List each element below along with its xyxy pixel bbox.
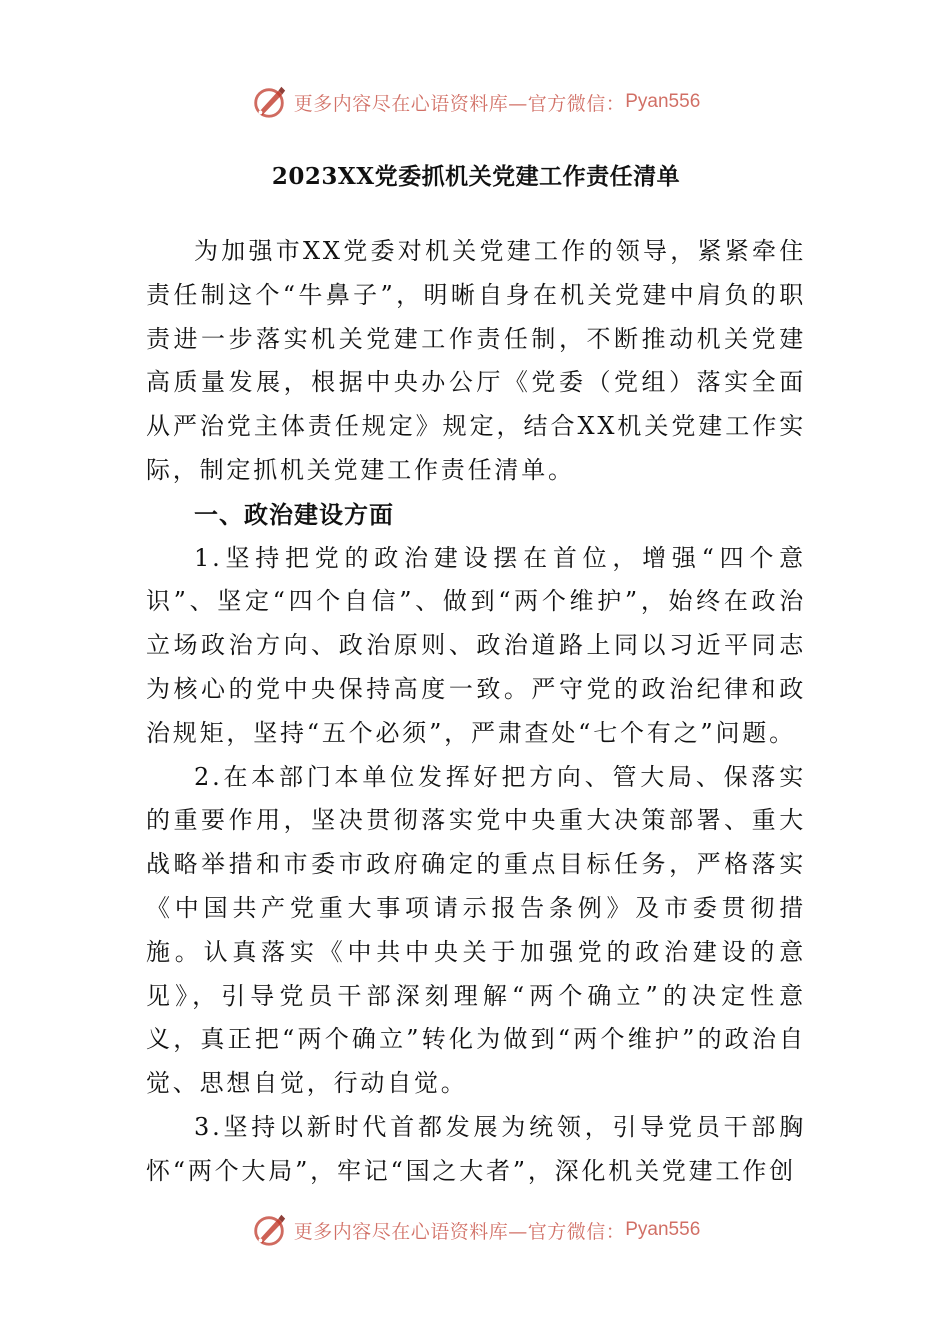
watermark-wechat-id: Pyan556 <box>625 1219 701 1240</box>
watermark-text: 更多内容尽在心语资料库—官方微信： <box>293 92 626 115</box>
pen-circle-logo-icon <box>250 1211 288 1249</box>
document-title: 2023XX党委抓机关党建工作责任清单 <box>271 163 681 190</box>
document-body <box>146 162 806 1194</box>
watermark-wechat-id: Pyan556 <box>625 91 701 112</box>
intro-paragraph: 为加强市XX党委对机关党建工作的领导，紧紧牵住责任制这个“牛鼻子”，明晰自身在机关党建中肩负的职责进一步落实机关党建工作责任制，不断推动机关党建高质量发展，根据中央办公厅《党委（党组）落实全面从严治党主体责任规定》规定，结合XX机关党建工作实际，制定抓机关党建工作责任清单。 <box>146 237 806 484</box>
watermark-text: 更多内容尽在心语资料库—官方微信： <box>293 1220 626 1243</box>
list-item-1: 1.坚持把党的政治建设摆在首位，增强“四个意识”、坚定“四个自信”、做到“两个维护”，始终在政治立场政治方向、政治原则、政治道路上同以习近平同志为核心的党中央保持高度一致。严守党的政治纪律和政治规矩，坚持“五个必须”，严肃查处“七个有之”问题。 <box>146 543 806 747</box>
list-item-3: 3.坚持以新时代首都发展为统领，引导党员干部胸怀“两个大局”，牢记“国之大者”，深化机关党建工作创 <box>146 1112 806 1185</box>
watermark-header <box>0 80 950 124</box>
list-item-2: 2.在本部门本单位发挥好把方向、管大局、保落实的重要作用，坚决贯彻落实党中央重大决策部署、重大战略举措和市委市政府确定的重点目标任务，严格落实《中国共产党重大事项请示报告条例》及市委贯彻措施。认真落实《中共中央关于加强党的政治建设的意见》，引导党员干部深刻理解“两个确立”的决定性意义，真正把“两个确立”转化为做到“两个维护”的政治自觉、思想自觉，行动自觉。 <box>146 762 806 1098</box>
section-heading-political: 一、政治建设方面 <box>194 499 394 529</box>
pen-circle-logo-icon <box>250 83 288 121</box>
watermark-footer <box>0 1208 950 1252</box>
